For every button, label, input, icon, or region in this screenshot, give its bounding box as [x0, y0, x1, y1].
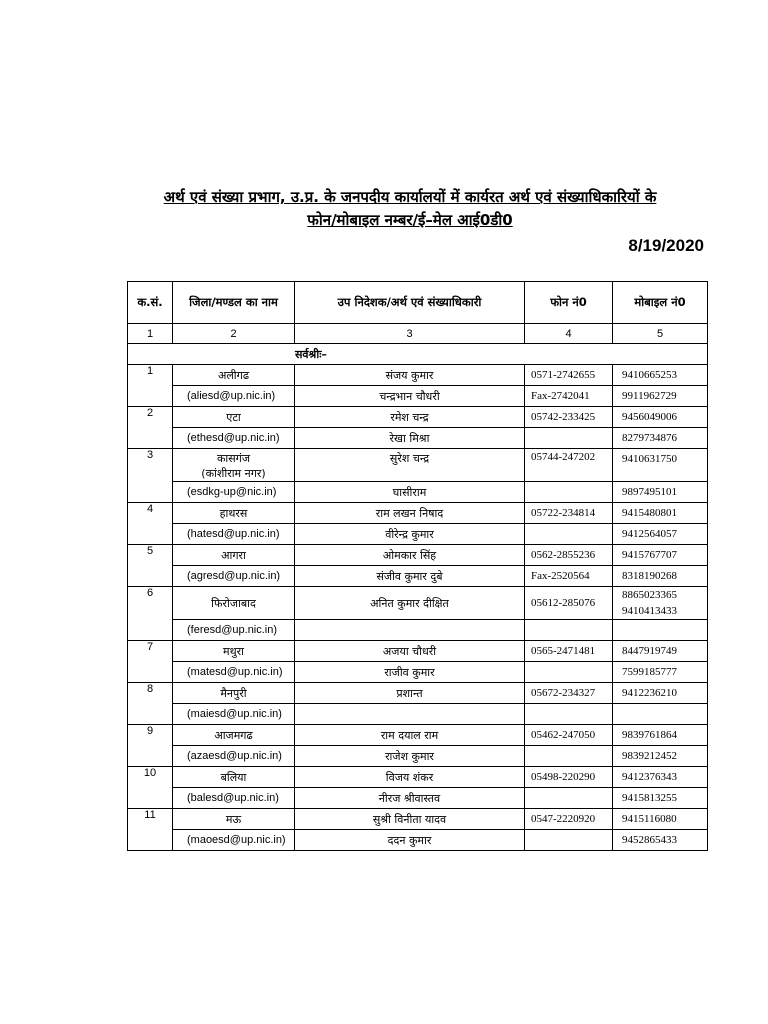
- fax-number: [525, 662, 613, 683]
- phone-number: 05612-285076: [525, 587, 613, 620]
- document-date: 8/19/2020: [628, 236, 704, 255]
- district-cell: [173, 545, 295, 566]
- table-row: [128, 524, 708, 545]
- mobile-number-secondary: [613, 620, 708, 641]
- district-name: आजमगढ: [214, 728, 253, 742]
- table-row: [128, 503, 708, 524]
- email-address: (hatesd@up.nic.in): [173, 524, 295, 545]
- email-address: (matesd@up.nic.in): [173, 662, 295, 683]
- district-cell: [173, 683, 295, 704]
- serial-number: 6: [128, 587, 173, 641]
- mobile-number: 9415480801: [622, 507, 677, 519]
- mobile-number-secondary: 9415813255: [613, 788, 708, 809]
- column-number: 3: [295, 324, 525, 344]
- officer-name: रमेश चन्द्र: [295, 407, 525, 428]
- table-row: [128, 788, 708, 809]
- mobile-number: 9415767707: [622, 549, 677, 561]
- district-cell: [173, 365, 295, 386]
- officer-name: अनित कुमार दीक्षित: [295, 587, 525, 620]
- mobile-number: 8865023365: [622, 589, 677, 601]
- table-row: [128, 809, 708, 830]
- mobile-cell: [613, 725, 708, 746]
- table-row: [128, 683, 708, 704]
- district-alt-name: (कांशीराम नगर): [201, 467, 266, 480]
- header-phone: फोन नं0: [525, 282, 613, 324]
- document-title: [100, 186, 720, 232]
- officer-name-secondary: संजीव कुमार दुबे: [295, 566, 525, 587]
- serial-number: 3: [128, 449, 173, 503]
- table-row: [128, 428, 708, 449]
- mobile-number: 9839761864: [622, 729, 677, 741]
- fax-number: Fax-2742041: [525, 386, 613, 407]
- district-cell: [173, 641, 295, 662]
- email-address: (balesd@up.nic.in): [173, 788, 295, 809]
- mobile-cell: [613, 641, 708, 662]
- table-row: [128, 386, 708, 407]
- mobile-number: 8447919749: [622, 645, 677, 657]
- officer-name-secondary: वीरेन्द्र कुमार: [295, 524, 525, 545]
- district-cell: [173, 407, 295, 428]
- table-row: [128, 482, 708, 503]
- table-row: [128, 545, 708, 566]
- fax-number: [525, 788, 613, 809]
- fax-number: [525, 482, 613, 503]
- phone-number: 05498-220290: [525, 767, 613, 788]
- officer-contact-table: [127, 281, 708, 851]
- mobile-cell: [613, 767, 708, 788]
- table-row: [128, 365, 708, 386]
- officer-name-secondary: ददन कुमार: [295, 830, 525, 851]
- serial-number: 9: [128, 725, 173, 767]
- header-district: जिला/मण्डल का नाम: [173, 282, 295, 324]
- officer-name-secondary: नीरज श्रीवास्तव: [295, 788, 525, 809]
- officer-name-secondary: घासीराम: [295, 482, 525, 503]
- mobile-number-secondary: [613, 704, 708, 725]
- mobile-number-secondary: 9452865433: [613, 830, 708, 851]
- serial-number: 8: [128, 683, 173, 725]
- title-line-1: अर्थ एवं संख्या प्रभाग, उ.प्र. के जनपदीय कार्यालयों में कार्यरत अर्थ एवं संख्याधिकारियों के: [163, 188, 657, 206]
- sarvashri-label: सर्वश्रीः–: [295, 347, 327, 361]
- district-name: मथुरा: [223, 644, 244, 658]
- serial-number: 1: [128, 365, 173, 407]
- mobile-number-alt: 9410413433: [622, 605, 677, 617]
- officer-name: प्रशान्त: [295, 683, 525, 704]
- serial-number: 11: [128, 809, 173, 851]
- phone-number: 05742-233425: [525, 407, 613, 428]
- table-row: [128, 830, 708, 851]
- officer-name: संजय कुमार: [295, 365, 525, 386]
- fax-number: [525, 746, 613, 767]
- table-row: [128, 767, 708, 788]
- mobile-number: 9410631750: [622, 453, 677, 465]
- district-name: आगरा: [221, 548, 246, 562]
- mobile-cell: [613, 587, 708, 620]
- mobile-number-secondary: 8318190268: [613, 566, 708, 587]
- mobile-cell: [613, 683, 708, 704]
- table-body: [128, 324, 708, 851]
- table-row: [128, 407, 708, 428]
- officer-name-secondary: राजेश कुमार: [295, 746, 525, 767]
- phone-number: 05722-234814: [525, 503, 613, 524]
- officer-name: सुरेश चन्द्र: [295, 449, 525, 482]
- phone-number: 0565-2471481: [525, 641, 613, 662]
- mobile-number-secondary: 9412564057: [613, 524, 708, 545]
- officer-name-secondary: [295, 704, 525, 725]
- mobile-cell: [613, 407, 708, 428]
- mobile-cell: [613, 545, 708, 566]
- mobile-cell: [613, 365, 708, 386]
- district-name: हाथरस: [219, 506, 248, 520]
- district-cell: [173, 767, 295, 788]
- email-address: (aliesd@up.nic.in): [173, 386, 295, 407]
- mobile-number-secondary: 9911962729: [613, 386, 708, 407]
- column-number: 1: [128, 324, 173, 344]
- table-row: [128, 449, 708, 482]
- phone-number: 0562-2855236: [525, 545, 613, 566]
- table-row: [128, 641, 708, 662]
- mobile-number-secondary: 9839212452: [613, 746, 708, 767]
- column-number-row: [128, 324, 708, 344]
- officer-name: अजया चौधरी: [295, 641, 525, 662]
- fax-number: [525, 830, 613, 851]
- table-row: [128, 704, 708, 725]
- header-mobile: मोबाइल नं0: [613, 282, 708, 324]
- officer-name: ओमकार सिंह: [295, 545, 525, 566]
- table-row: [128, 725, 708, 746]
- phone-number: 05672-234327: [525, 683, 613, 704]
- column-number: 4: [525, 324, 613, 344]
- table-row: [128, 620, 708, 641]
- mobile-number: 9415116080: [622, 813, 677, 825]
- officer-name: राम लखन निषाद: [295, 503, 525, 524]
- mobile-number: 9410665253: [622, 369, 677, 381]
- table-row: [128, 662, 708, 683]
- officer-name-secondary: रेखा मिश्रा: [295, 428, 525, 449]
- phone-number: 05462-247050: [525, 725, 613, 746]
- fax-number: [525, 704, 613, 725]
- district-cell: [173, 503, 295, 524]
- header-officer: उप निदेशक/अर्थ एवं संख्याधिकारी: [295, 282, 525, 324]
- fax-number: Fax-2520564: [525, 566, 613, 587]
- email-address: (feresd@up.nic.in): [173, 620, 295, 641]
- district-name: मैनपुरी: [220, 686, 247, 700]
- mobile-number-secondary: 9897495101: [613, 482, 708, 503]
- mobile-number-secondary: 8279734876: [613, 428, 708, 449]
- serial-number: 10: [128, 767, 173, 809]
- title-line-2: फोन/मोबाइल नम्बर/ई–मेल आई0डी0: [307, 211, 513, 229]
- district-name: अलीगढ: [217, 368, 250, 382]
- mobile-cell: [613, 809, 708, 830]
- email-address: (azaesd@up.nic.in): [173, 746, 295, 767]
- officer-name-secondary: चन्द्रभान चौधरी: [295, 386, 525, 407]
- table-header-row: [128, 282, 708, 324]
- officer-name-secondary: [295, 620, 525, 641]
- district-name: मऊ: [225, 812, 242, 826]
- mobile-number-secondary: 7599185777: [613, 662, 708, 683]
- email-address: (agresd@up.nic.in): [173, 566, 295, 587]
- mobile-number: 9456049006: [622, 411, 677, 423]
- district-name: कासगंज: [216, 452, 251, 465]
- header-serial: क.सं.: [128, 282, 173, 324]
- column-number: 5: [613, 324, 708, 344]
- phone-number: 05744-247202: [525, 449, 613, 482]
- column-number: 2: [173, 324, 295, 344]
- email-address: (maiesd@up.nic.in): [173, 704, 295, 725]
- district-cell: [173, 809, 295, 830]
- fax-number: [525, 428, 613, 449]
- officer-name: राम दयाल राम: [295, 725, 525, 746]
- phone-number: 0571-2742655: [525, 365, 613, 386]
- email-address: (ethesd@up.nic.in): [173, 428, 295, 449]
- table-row: [128, 566, 708, 587]
- mobile-cell: [613, 449, 708, 482]
- mobile-cell: [613, 503, 708, 524]
- serial-number: 2: [128, 407, 173, 449]
- serial-number: 4: [128, 503, 173, 545]
- phone-number: 0547-2220920: [525, 809, 613, 830]
- district-name: एटा: [226, 410, 241, 424]
- officer-name: विजय शंकर: [295, 767, 525, 788]
- district-cell: [173, 449, 295, 482]
- district-name: फिरोजाबाद: [211, 596, 256, 610]
- email-address: (maoesd@up.nic.in): [173, 830, 295, 851]
- district-cell: [173, 587, 295, 620]
- district-name: बलिया: [220, 770, 247, 784]
- mobile-number: 9412376343: [622, 771, 677, 783]
- table-row: [128, 587, 708, 620]
- serial-number: 5: [128, 545, 173, 587]
- officer-name-secondary: राजीव कुमार: [295, 662, 525, 683]
- sarvashri-row: [128, 344, 708, 365]
- officer-name: सुश्री विनीता यादव: [295, 809, 525, 830]
- mobile-number: 9412236210: [622, 687, 677, 699]
- table-row: [128, 746, 708, 767]
- email-address: (esdkg-up@nic.in): [173, 482, 295, 503]
- district-cell: [173, 725, 295, 746]
- fax-number: [525, 620, 613, 641]
- fax-number: [525, 524, 613, 545]
- serial-number: 7: [128, 641, 173, 683]
